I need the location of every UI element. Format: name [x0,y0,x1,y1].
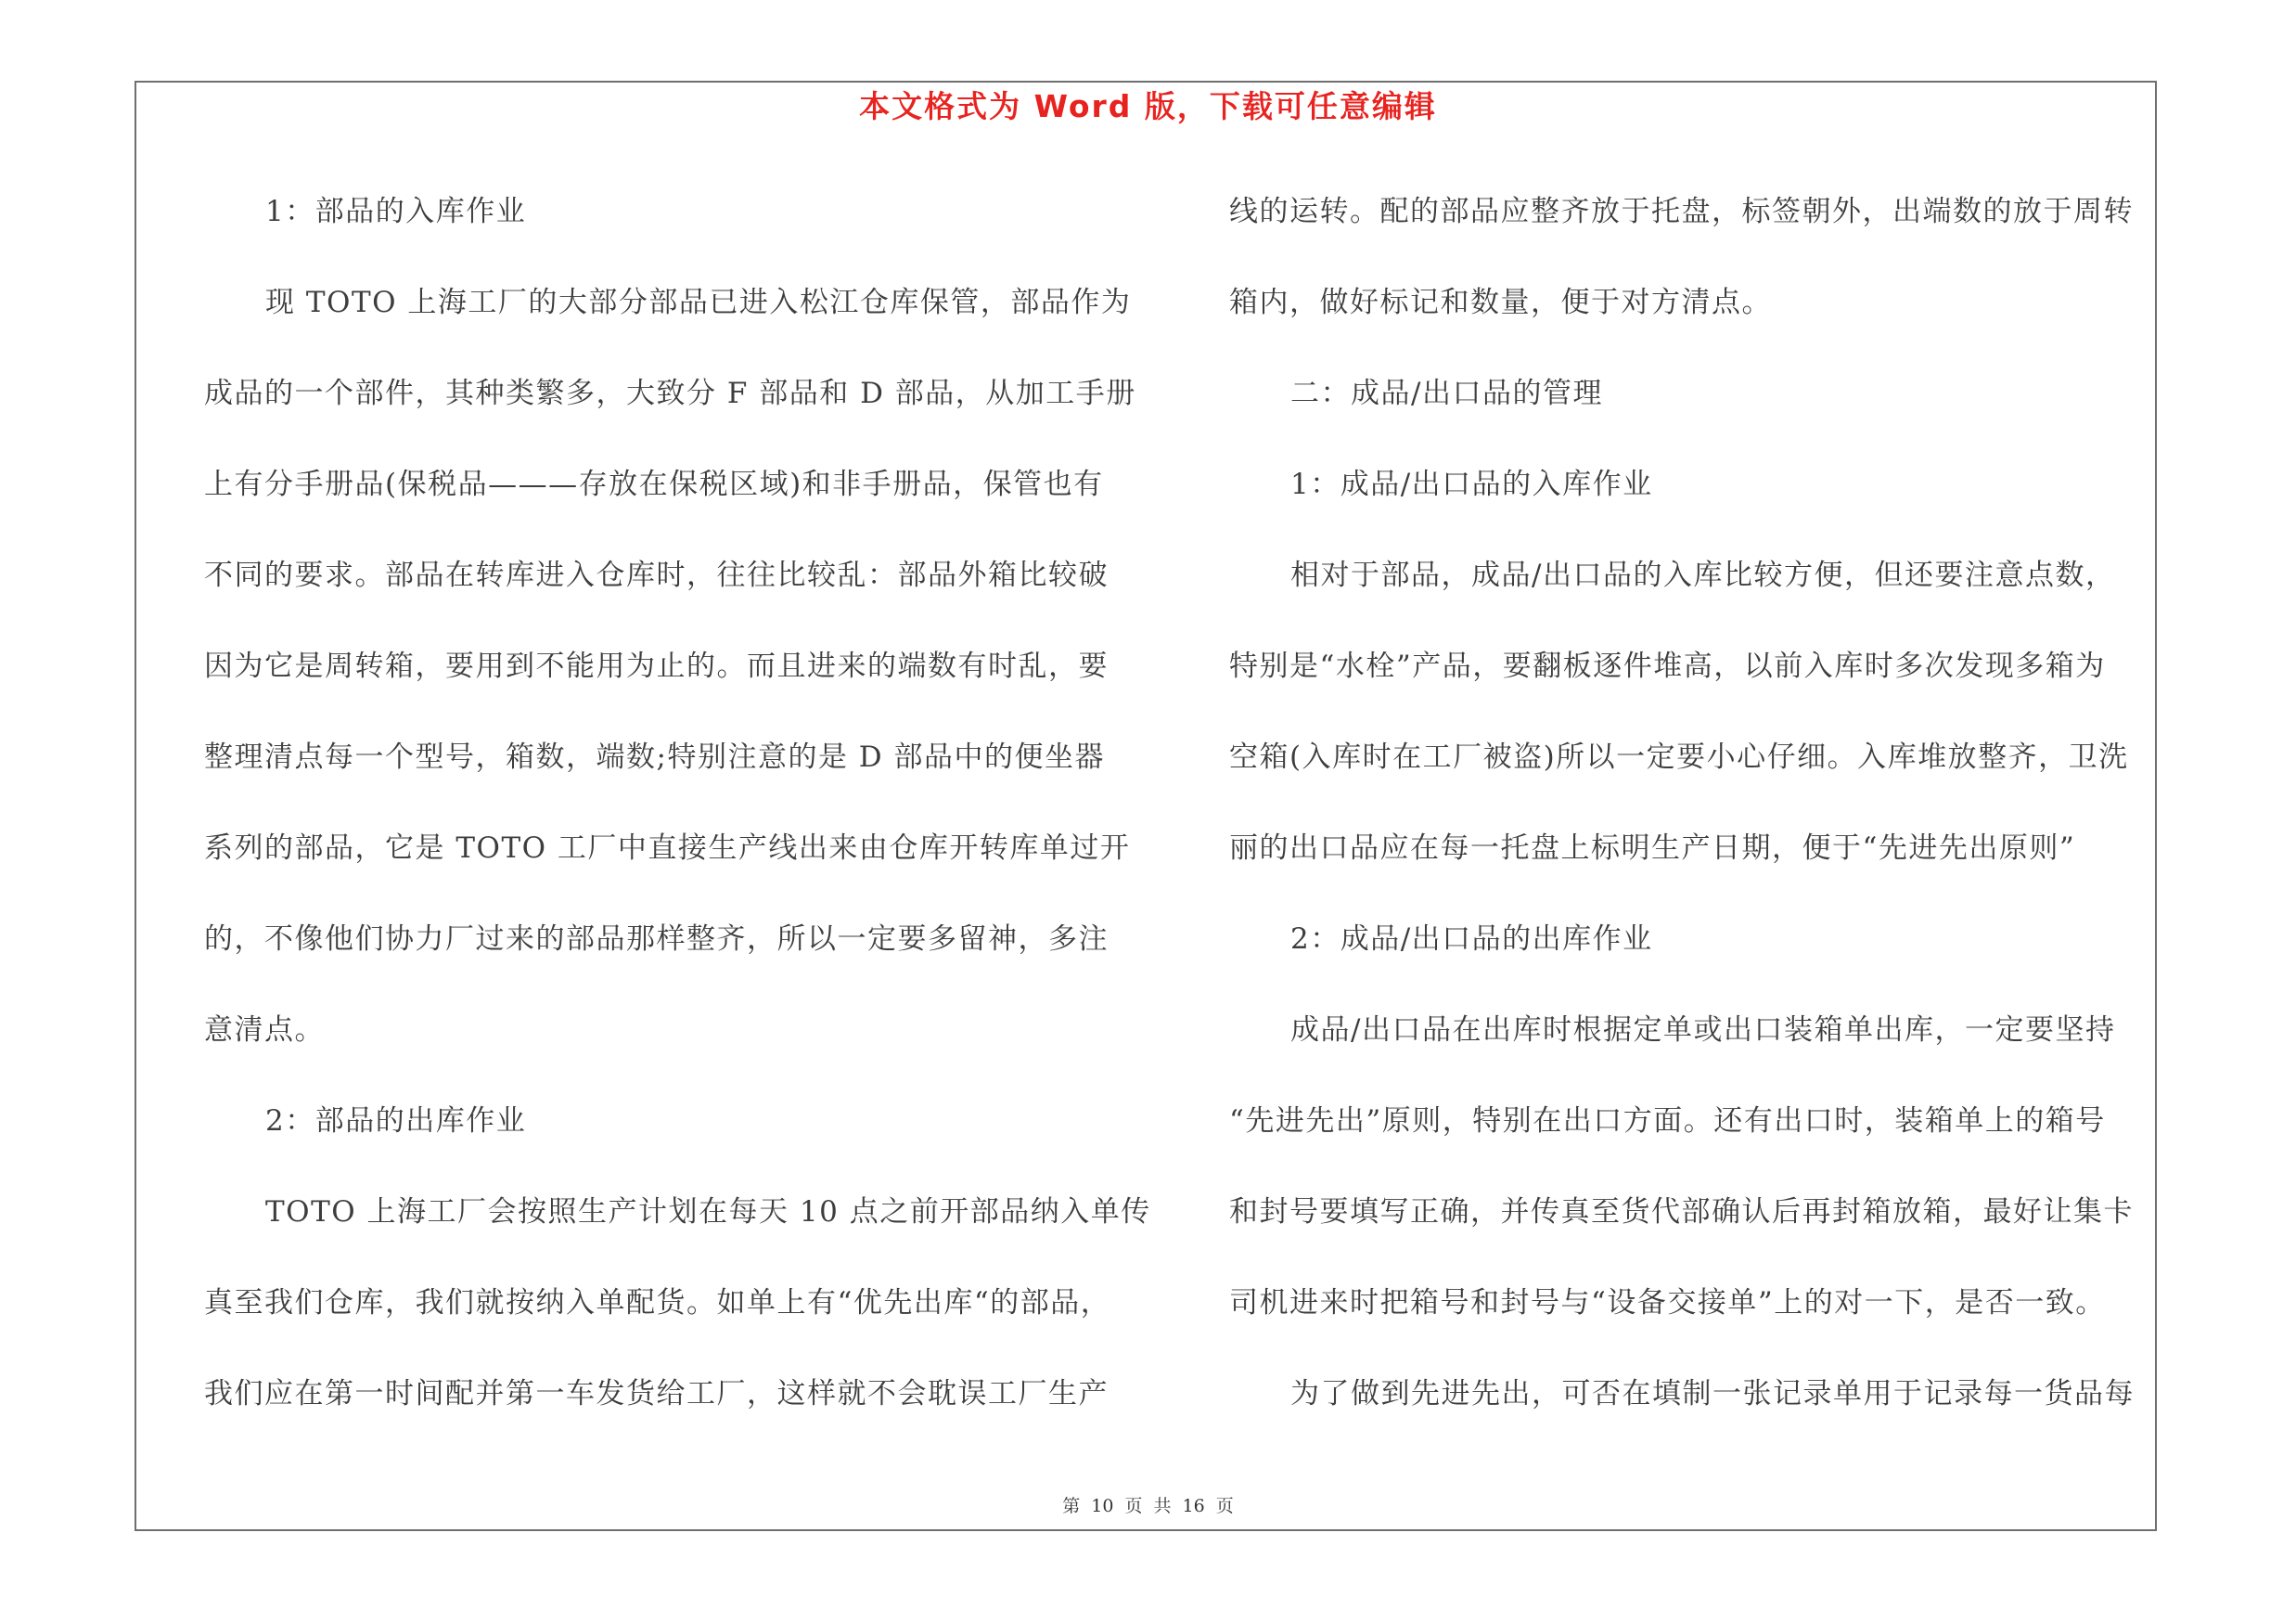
paragraph-line: 线的运转。配的部品应整齐放于托盘，标签朝外，出端数的放于周转 [1229,195,2134,228]
paragraph-line: 系列的部品，它是 TOTO 工厂中直接生产线出来由仓库开转库单过开 [204,831,1131,865]
page-number-footer: 第 10 页 共 16 页 [1062,1496,1234,1516]
paragraph-line: 的，不像他们协力厂过来的部品那样整齐，所以一定要多留神，多注 [204,922,1109,956]
heading-outbound-parts: 2：部品的出库作业 [265,1104,527,1138]
paragraph-line: 空箱(入库时在工厂被盗)所以一定要小心仔细。入库堆放整齐，卫洗 [1229,741,2129,774]
paragraph-line: 和封号要填写正确，并传真至货代部确认后再封箱放箱，最好让集卡 [1229,1195,2134,1229]
paragraph-line: 真至我们仓库，我们就按纳入单配货。如单上有“优先出库“的部品， [204,1286,1111,1320]
paragraph-line: “先进先出”原则，特别在出口方面。还有出口时，装箱单上的箱号 [1229,1104,2106,1138]
format-banner: 本文格式为 Word 版，下载可任意编辑 [859,88,1437,124]
paragraph-line: 特别是“水栓”产品，要翻板逐件堆高，以前入库时多次发现多箱为 [1229,650,2106,683]
right-column [1229,181,2152,1454]
paragraph-line: 丽的出口品应在每一托盘上标明生产日期，便于“先进先出原则” [1229,831,2076,865]
paragraph-line: 为了做到先进先出，可否在填制一张记录单用于记录每一货品每 [1290,1377,2135,1410]
paragraph-line: 整理清点每一个型号，箱数，端数;特别注意的是 D 部品中的便坐器 [204,741,1106,774]
heading-finished-goods: 二：成品/出口品的管理 [1290,377,1603,410]
paragraph-line: 我们应在第一时间配并第一车发货给工厂，这样就不会耽误工厂生产 [204,1377,1109,1410]
heading-finished-outbound: 2：成品/出口品的出库作业 [1290,922,1653,956]
paragraph-line: 司机进来时把箱号和封号与“设备交接单”上的对一下，是否一致。 [1229,1286,2106,1320]
paragraph-line: 因为它是周转箱，要用到不能用为止的。而且进来的端数有时乱，要 [204,650,1109,683]
paragraph-line: 箱内，做好标记和数量，便于对方清点。 [1229,286,1772,319]
heading-inbound-parts: 1：部品的入库作业 [265,195,527,228]
paragraph-line: 成品的一个部件，其种类繁多，大致分 F 部品和 D 部品，从加工手册 [204,377,1136,410]
paragraph-line: 相对于部品，成品/出口品的入库比较方便，但还要注意点数， [1290,559,2116,592]
heading-finished-inbound: 1：成品/出口品的入库作业 [1290,468,1653,501]
paragraph-line: 上有分手册品(保税品———存放在保税区域)和非手册品，保管也有 [204,468,1104,501]
paragraph-line: 现 TOTO 上海工厂的大部分部品已进入松江仓库保管，部品作为 [265,286,1132,319]
paragraph-line: 不同的要求。部品在转库进入仓库时，往往比较乱：部品外箱比较破 [204,559,1109,592]
paragraph-line: 成品/出口品在出库时根据定单或出口装箱单出库，一定要坚持 [1290,1013,2116,1047]
paragraph-line: TOTO 上海工厂会按照生产计划在每天 10 点之前开部品纳入单传 [265,1195,1151,1229]
paragraph-line: 意清点。 [204,1013,325,1047]
left-column [204,181,1151,1454]
